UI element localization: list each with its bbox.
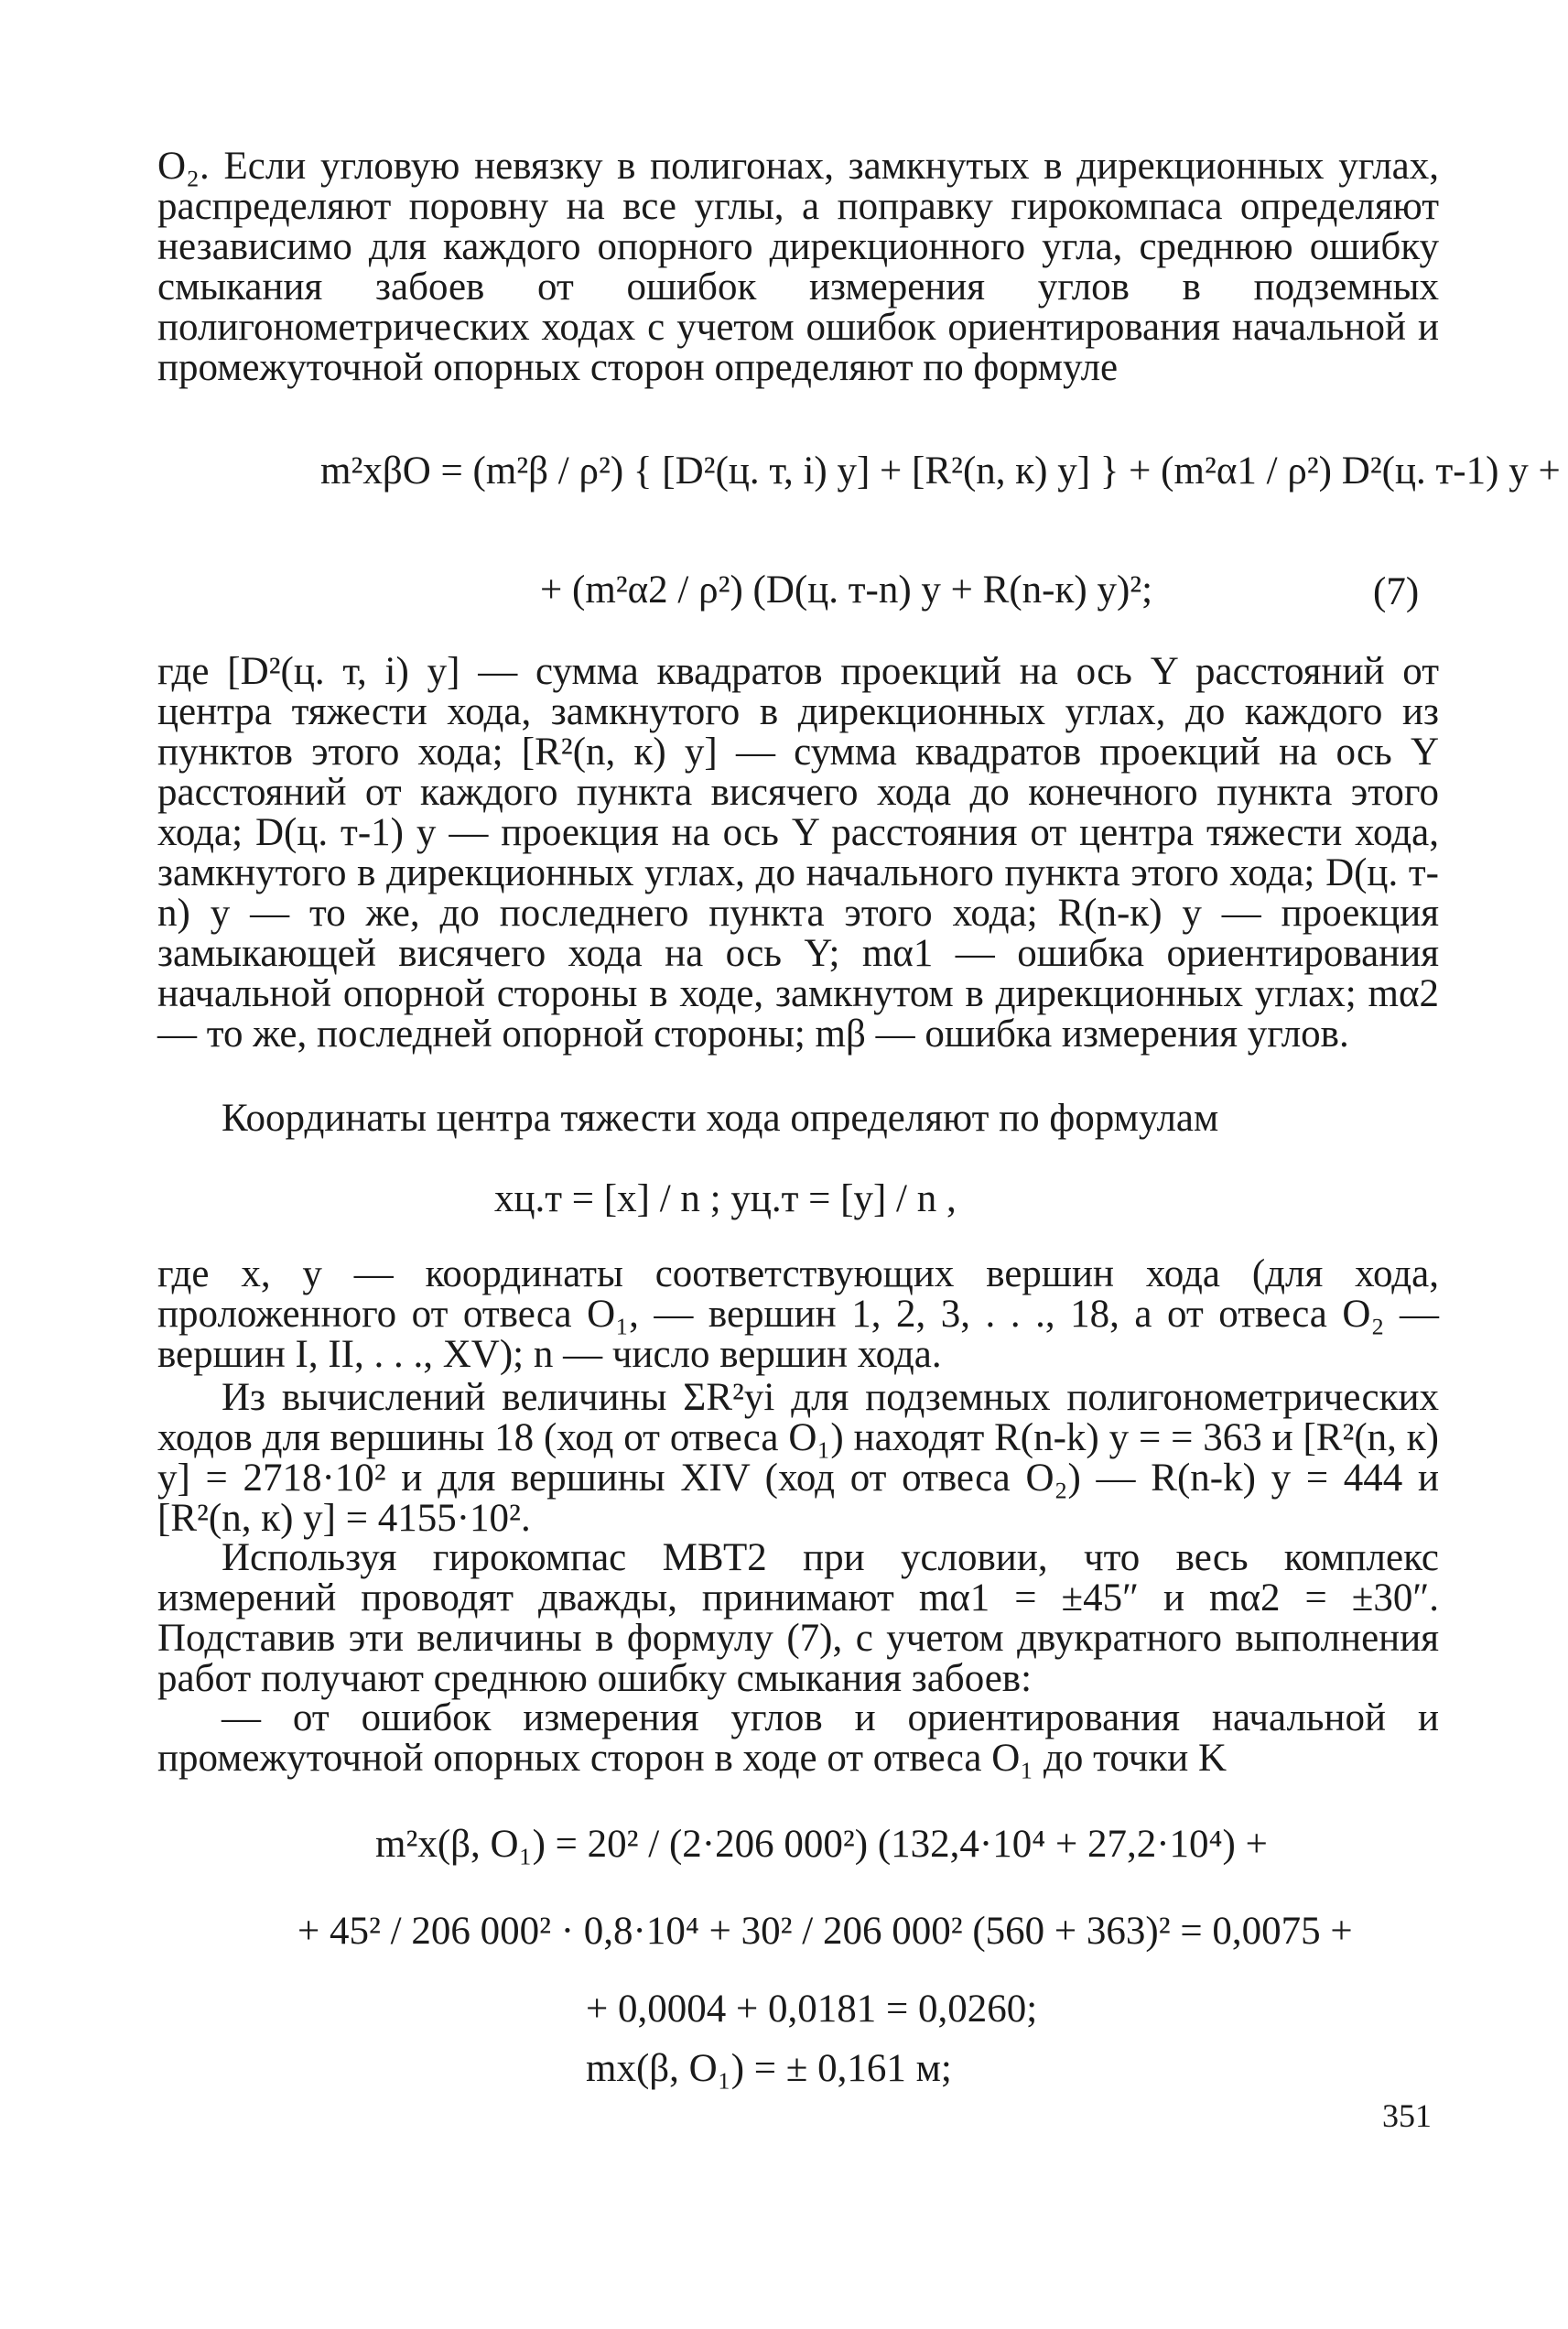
paragraph-intro: O₂. Если угловую невязку в полигонах, замкнутых в дирекционных углах, распределяют поровну на все углы, а поправку гирокомпаса определяют независимо для каждого опорного дирекционного угла, среднюю ошибку смыкания забоев от ошибок измерения углов в подземных полигонометрических ходах с учетом ошибок ориентирования начальной и промежуточной опорных сторон определяют по формуле bbox=[157, 145, 1439, 389]
paragraph-dash-item: — от ошибок измерения углов и ориентирования начальной и промежуточной опорных сторон в ходе от отвеса O₁ до точки K bbox=[157, 1696, 1439, 1780]
paragraph-centroid-intro: Координаты центра тяжести хода определяют по формулам bbox=[222, 1097, 1219, 1140]
formula-7-line-2: + (m²α2 / ρ²) (D(ц. т-n) y + R(n-к) y)²; bbox=[540, 569, 1153, 612]
paragraph-calculations: Из вычислений величины ΣR²yi для подземных полигонометрических ходов для вершины 18 (ход от отвеса O₁) находят R(n-k) y = = 363 и [R²(n, к) y] = 2718·10² и для вершины XIV (ход от отвеса O₂) — R(n-k) y = 444 и [R²(n, к) y] = 4155·10². bbox=[157, 1376, 1439, 1540]
equation-number: (7) bbox=[1373, 570, 1420, 613]
formula-centroid: xц.т = [x] / n ; yц.т = [y] / n , bbox=[494, 1177, 957, 1220]
paragraph-gyrocompass: Используя гирокомпас МВТ2 при условии, что весь комплекс измерений проводят дважды, принимают mα1 = ±45″ и mα2 = ±30″. Подставив эти величины в формулу (7), с учетом двукратного выполнения работ получают среднюю ошибку смыкания забоев: bbox=[157, 1536, 1439, 1700]
calc-line-2: + 45² / 206 000² · 0,8·10⁴ + 30² / 206 000² (560 + 363)² = 0,0075 + bbox=[297, 1910, 1353, 1953]
calc-line-3: + 0,0004 + 0,0181 = 0,0260; bbox=[586, 1988, 1038, 2031]
calc-line-4: mx(β, O₁) = ± 0,161 м; bbox=[586, 2047, 952, 2090]
page-number: 351 bbox=[1382, 2097, 1432, 2134]
formula-7-line-1: m²xβO = (m²β / ρ²) { [D²(ц. т, i) y] + [R²(n, к) y] } + (m²α1 / ρ²) D²(ц. т-1) y + bbox=[320, 450, 1561, 493]
paragraph-coordinates: где x, y — координаты соответствующих вершин хода (для хода, проложенного от отвеса O₁, — вершин 1, 2, 3, . . ., 18, а от отвеса O₂ — вершин I, II, . . ., XV); n — число вершин хода. bbox=[157, 1252, 1439, 1376]
calc-line-1: m²x(β, O₁) = 20² / (2·206 000²) (132,4·10⁴ + 27,2·10⁴) + bbox=[375, 1823, 1268, 1866]
paragraph-definitions: где [D²(ц. т, i) y] — сумма квадратов проекций на ось Y расстояний от центра тяжести хода, замкнутого в дирекционных углах, до каждого из пунктов этого хода; [R²(n, к) y] — сумма квадратов проекций на ось Y расстояний от каждого пункта висячего хода до конечного пункта этого хода; D(ц. т-1) y — проекция на ось Y расстояния от центра тяжести хода, замкнутого в дирекционных углах, до начального пункта этого хода; D(ц. т-n) y — то же, до последнего пункта этого хода; R(n-к) y — проекция замыкающей висячего хода на ось Y; mα1 — ошибка ориентирования начальной опорной стороны в ходе, замкнутом в дирекционных углах; mα2 — то же, последней опорной стороны; mβ — ошибка измерения углов. bbox=[157, 650, 1439, 1056]
